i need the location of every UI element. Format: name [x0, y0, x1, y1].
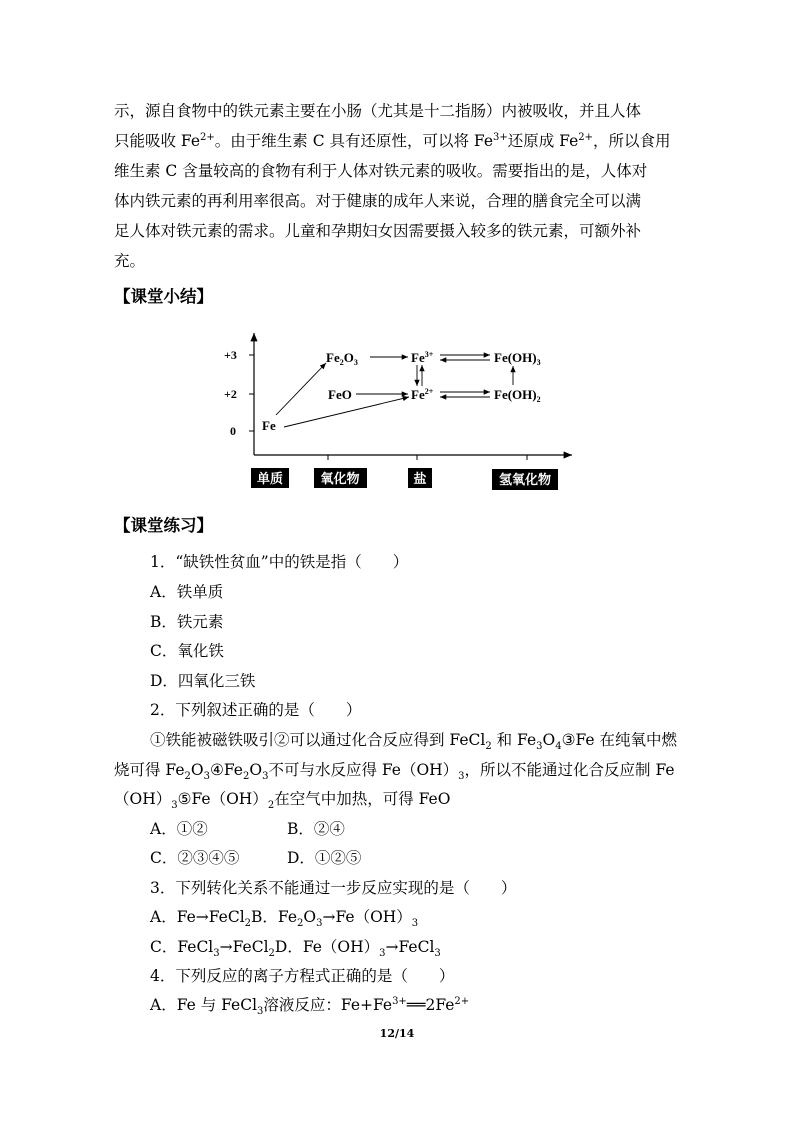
category-hydroxide: 氢氧化物: [498, 473, 552, 488]
practice-heading: 【课堂练习】: [114, 516, 213, 535]
intro-line-1: 示，源自食物中的铁元素主要在小肠（尤其是十二指肠）内被吸收，并且人体: [114, 102, 642, 120]
y-tick-label-plus3: +3: [224, 348, 237, 362]
node-feo: FeO: [328, 387, 352, 402]
intro-paragraph: [114, 96, 674, 276]
intro-line-3: 维生素 C 含量较高的食物有利于人体对铁元素的吸收。需要指出的是，人体对: [114, 162, 648, 180]
q2-option-c: C．②③④⑤: [150, 849, 240, 867]
node-fe2-ion: $Fe^{2+}$: [411, 387, 434, 402]
q3-stem: 3．下列转化关系不能通过一步反应实现的是（ ）: [150, 879, 517, 897]
category-salt: 盐: [413, 472, 427, 487]
node-fe-oh-3: $Fe(OH)_3$: [494, 350, 541, 367]
q2-statement-line-2: 烧可得 $Fe_2O_3④Fe_2O_3$不可与水反应得 $Fe(OH)_3$，所以不能通过化合反应制 Fe: [114, 761, 675, 783]
node-fe-oh-2: $Fe(OH)_2$: [494, 387, 541, 404]
y-tick-label-zero: 0: [230, 424, 236, 438]
q2-option-a: A．①②: [150, 820, 208, 838]
q1-option-d: D．四氧化三铁: [150, 672, 256, 690]
node-fe2o3: $Fe_2O_3$: [326, 350, 358, 367]
category-element: 单质: [256, 472, 284, 487]
q2-statement-line-1: ①铁能被磁铁吸引②可以通过化合反应得到 FeCl$_2$ 和 $Fe_3O_4③Fe$ 在纯氧中燃: [150, 731, 678, 753]
intro-line-4: 体内铁元素的再利用率很高。对于健康的成年人来说，合理的膳食完全可以满: [114, 192, 642, 210]
summary-heading: 【课堂小结】: [114, 287, 213, 306]
q1-option-a: A．铁单质: [150, 583, 224, 601]
intro-line-2: 只能吸收 $Fe^{2+}$。由于维生素 C 具有还原性，可以将 $Fe^{3+}$还原成 $Fe^{2+}$，所以食用: [114, 131, 671, 150]
y-tick-label-plus2: +2: [224, 387, 237, 401]
q4-option-a: A．Fe 与 FeCl$_3$溶液反应：$Fe+Fe^{3+}══2Fe^{2+}$: [150, 995, 470, 1018]
q1-option-c: C．氧化铁: [150, 642, 224, 660]
q2-stem: 2．下列叙述正确的是（ ）: [150, 701, 362, 719]
node-fe3-ion: $Fe^{3+}$: [411, 350, 434, 365]
category-oxide: 氧化物: [320, 472, 360, 487]
page-number: 12/14: [379, 1027, 415, 1040]
arrow-fe-to-fe2o3: [276, 363, 326, 415]
intro-line-5: 足人体对铁元素的需求。儿童和孕期妇女因需要摄入较多的铁元素，可额外补: [114, 222, 642, 240]
node-fe: Fe: [262, 418, 276, 433]
intro-line-6: 充。: [114, 252, 146, 270]
q2-statement-line-3: $(OH)_3⑤Fe(OH)_2$在空气中加热，可得 FeO: [114, 790, 451, 812]
q1-option-b: B．铁元素: [150, 613, 224, 631]
iron-valence-diagram: [222, 327, 578, 495]
q3-options-cd: C．FeCl$_3$→FeCl$_2$D．$Fe(OH)_3\to FeCl_3$: [150, 938, 441, 960]
q1-stem: 1．“缺铁性贫血”中的铁是指（ ）: [150, 553, 409, 571]
q3-options-ab: A．Fe→FeCl$_2$B．$Fe_2O_3\to Fe(OH)_3$: [150, 908, 419, 930]
q2-option-d: D．①②⑤: [287, 849, 362, 867]
q2-option-b: B．②④: [287, 820, 345, 838]
q4-stem: 4．下列反应的离子方程式正确的是（ ）: [150, 967, 455, 985]
